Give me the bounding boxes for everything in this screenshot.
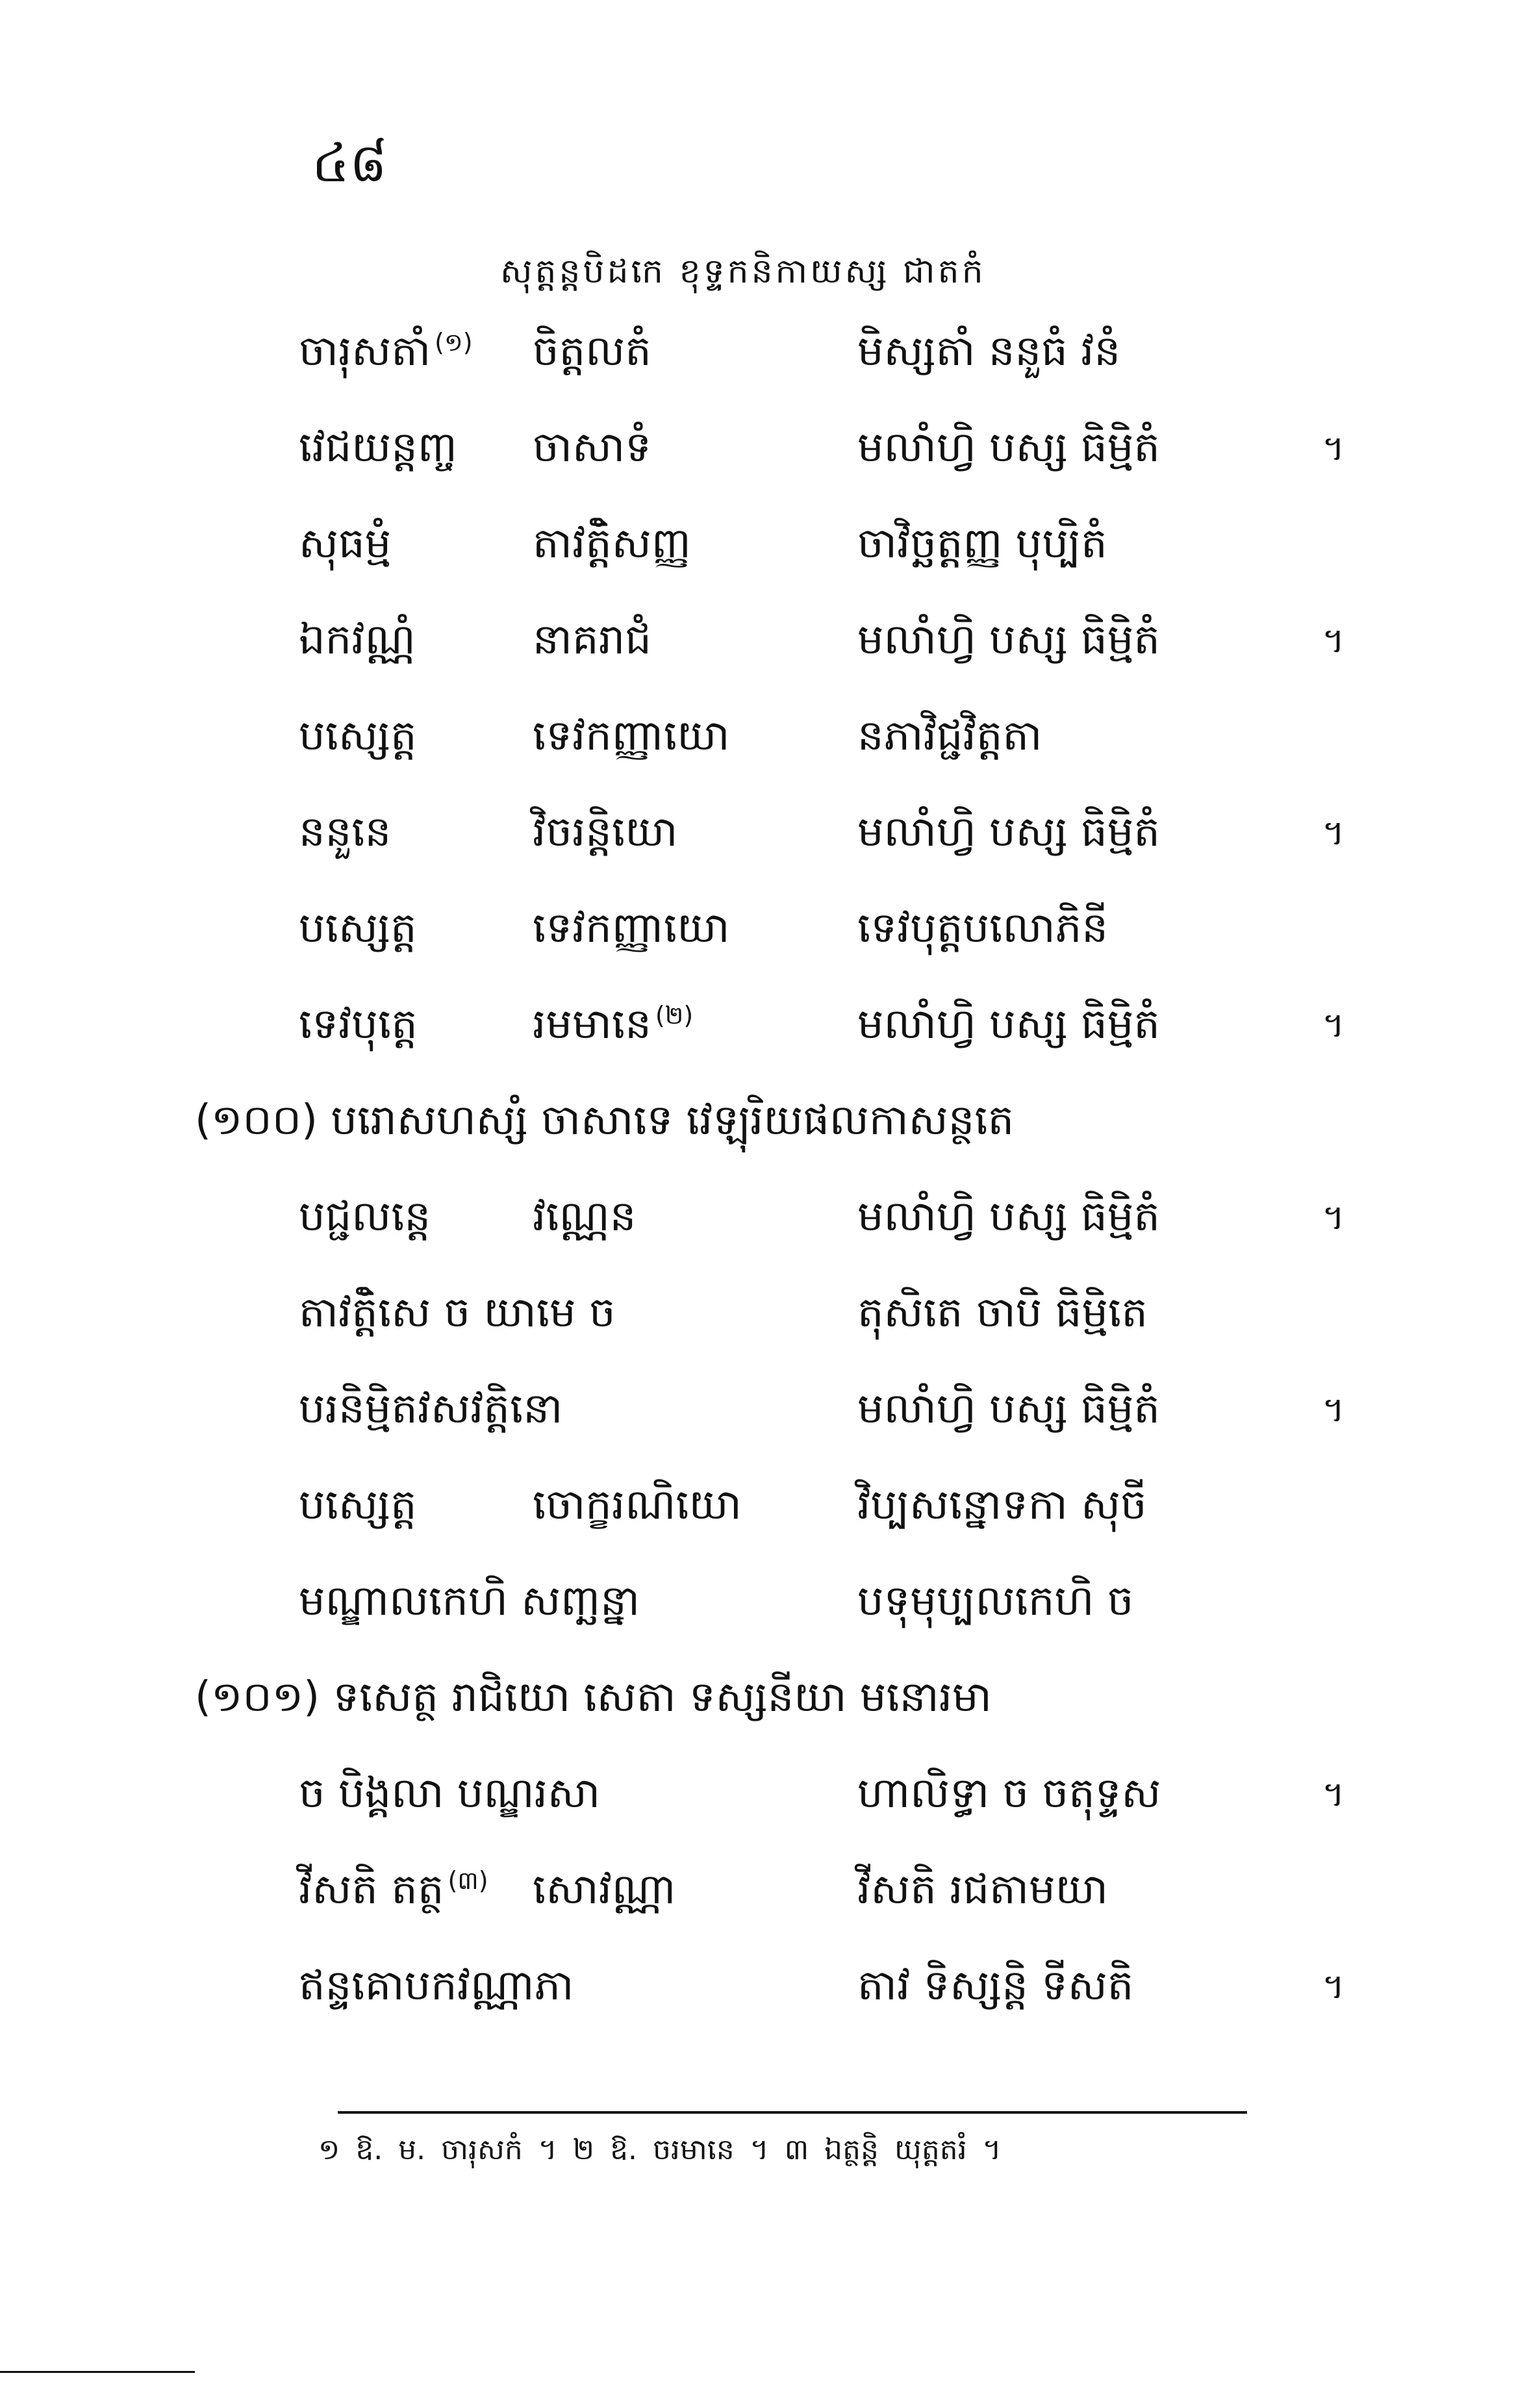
verse-second-half: ចាវិច្ឆត្តញ្ញ បុប្បិតំ: [857, 520, 1107, 568]
verse-first-half-b: [533, 805, 677, 867]
verse-line: [299, 805, 1344, 857]
verse-second-half: ហាលិទ្ធា ច ចតុទ្ទស: [857, 1769, 1161, 1818]
verse-word: ចាសាទំ: [533, 424, 651, 472]
verse-first-half: [299, 1959, 574, 2020]
verse-first-half-b: [533, 998, 693, 1059]
verse-word: ទេវបុត្តេ: [299, 1000, 418, 1048]
verse-second-half: មលាំហ្វិ បស្ស ធិម្មិតំ: [857, 808, 1160, 856]
verse-first-half: [299, 613, 416, 674]
verse-line: [299, 1575, 1273, 1627]
verse-second-half: មលាំហ្វិ បស្ស ធិម្មិតំ: [857, 1385, 1160, 1433]
verse-first-half: [299, 517, 391, 578]
verse-first-half-b: [533, 613, 651, 674]
verse-word: ឥន្ទគោបកវណ្ណាភា: [299, 1962, 574, 2010]
verse-word: ទេវកញ្ញាយោ: [533, 712, 730, 760]
verse-end-mark: ។: [1322, 622, 1344, 661]
verse-word: ចិត្តលតំ: [533, 327, 651, 375]
verse-first-half: [299, 1286, 616, 1347]
verse-first-half: [299, 1767, 600, 1828]
verse-line: [299, 1382, 1344, 1434]
verse-word: បស្សេត្ត: [299, 904, 417, 952]
verse-word: តាវត្តិំសេ ច យាមេ ច: [299, 1289, 616, 1337]
verse-first-half: [299, 1382, 562, 1443]
verse-first-half: [299, 1478, 417, 1539]
verse-line: [299, 421, 1344, 473]
verse-second-half: តុសិតេ ចាបិ ធិម្មិតេ: [857, 1289, 1148, 1337]
verse-second-half: ទេវបុត្តបលោភិនី: [857, 904, 1108, 952]
verse-line: [299, 325, 1273, 377]
verse-word: វីសតិ តត្ថ: [299, 1866, 444, 1914]
footnote-marker: (១): [435, 327, 473, 357]
verse-first-half: [299, 902, 417, 963]
footnote-marker: (២): [655, 1000, 694, 1030]
verse-line: [299, 1478, 1273, 1530]
footnotes: ១ ឱ. ម. ចារុសកំ ។ ២ ឱ. ចរមានេ ។ ៣ ឯត្ថន្តិ យុត្តតរំ ។: [318, 2133, 1002, 2166]
verse-end-mark: ។: [1322, 429, 1344, 468]
verse-end-mark: ។: [1322, 1006, 1344, 1045]
verse-word: បរនិម្មិតវសវត្តិនោ: [299, 1385, 563, 1433]
verse-first-half: [299, 1575, 640, 1636]
verse-second-half: នភាវិជ្ជវិត្តតា: [857, 712, 1042, 760]
verse-word: វណ្ណេន: [533, 1193, 637, 1241]
verse-first-half: [299, 1190, 431, 1251]
verse-first-half-b: [533, 325, 651, 386]
verse-first-half-b: [533, 709, 729, 770]
scan-edge-line: [0, 2371, 195, 2373]
verse-end-mark: ។: [1322, 1968, 1344, 2007]
verse-line: [299, 1190, 1344, 1242]
verse-first-half: [299, 805, 391, 867]
verse-word: បស្សេត្ត: [299, 712, 417, 760]
verse-word: ឯកវណ្ណំ: [299, 616, 416, 664]
verse-line: [299, 613, 1344, 665]
verse-second-half: មលាំហ្វិ បស្ស ធិម្មិតំ: [857, 424, 1160, 472]
stanza-line: (១០០) បរោសហស្សំ ចាសាទេ វេឡុរិយផលកាសន្ថតេ: [195, 1096, 1015, 1145]
verse-word: រមមានេ: [533, 1000, 651, 1048]
verse-word: ចារុសតាំ: [299, 327, 431, 375]
footnote-marker: (៣): [448, 1866, 488, 1895]
verse-word: ចោក្ខរណិយោ: [533, 1481, 742, 1529]
verse-first-half: [299, 421, 457, 482]
verse-second-half: មលាំហ្វិ បស្ស ធិម្មិតំ: [857, 616, 1160, 664]
verse-second-half: បទុមុប្បលកេហិ ច: [857, 1577, 1134, 1625]
verse-word: នាគរាជំ: [533, 616, 651, 664]
verse-line: [299, 998, 1344, 1050]
verse-word: ទេវកញ្ញាយោ: [533, 904, 730, 952]
verse-line: [299, 1286, 1273, 1338]
verse-word: សុធម្មំ: [299, 520, 392, 568]
verse-word: ច បិង្គលា បណ្ឌរសា: [299, 1769, 601, 1818]
verse-line: [299, 1863, 1273, 1915]
verse-line: [299, 709, 1273, 761]
verse-end-mark: ។: [1322, 1775, 1344, 1814]
stanza-line: (១០១) ទសេត្ថ រាជិយោ សេតា ទស្សនីយា មនោរមា: [195, 1673, 992, 1721]
verse-first-half-b: [533, 1478, 742, 1539]
verse-first-half: [299, 998, 418, 1059]
verse-word: បជ្ជលន្តេ: [299, 1193, 431, 1241]
page-number: ៤៨: [312, 133, 388, 194]
verse-word: ននួនេ: [299, 808, 392, 856]
verse-word: វេជយន្តញ្ច: [299, 424, 457, 472]
verse-end-mark: ។: [1322, 1198, 1344, 1237]
verse-second-half: មលាំហ្វិ បស្ស ធិម្មិតំ: [857, 1000, 1160, 1048]
verse-first-half-b: [533, 1863, 675, 1924]
verse-end-mark: ។: [1322, 1391, 1344, 1430]
verse-line: [299, 517, 1273, 569]
verse-first-half-b: [533, 1190, 636, 1251]
verse-first-half-b: [533, 902, 729, 963]
footnote-rule: [338, 2111, 1247, 2114]
verse-second-half: មលាំហ្វិ បស្ស ធិម្មិតំ: [857, 1193, 1160, 1241]
verse-first-half: [299, 709, 417, 770]
running-header: សុត្តន្តបិដកេ ខុទ្ទកនិកាយស្ស ជាតកំ: [500, 252, 986, 291]
verse-word: សោវណ្ណា: [533, 1866, 676, 1914]
verse-line: [299, 1767, 1344, 1819]
verse-first-half-b: [533, 517, 691, 578]
verse-word: មណ្ឌាលកេហិ សញ្ឆន្នា: [299, 1577, 640, 1625]
verse-end-mark: ។: [1322, 814, 1344, 853]
verse-word: តាវត្តិំសញ្ញ: [533, 520, 691, 568]
verse-first-half-b: [533, 421, 651, 482]
verse-first-half: [299, 325, 473, 386]
verse-line: [299, 1959, 1344, 2011]
verse-second-half: មិស្សតាំ ននួធំ វនំ: [857, 327, 1121, 375]
verse-word: បស្សេត្ត: [299, 1481, 417, 1529]
verse-word: វិចរន្តិយោ: [533, 808, 678, 856]
verse-second-half: វិប្បសន្នោទកា សុចី: [857, 1481, 1147, 1529]
verse-line: [299, 902, 1273, 954]
verse-second-half: វីសតិ រជតាមយា: [857, 1866, 1108, 1914]
verse-second-half: តាវ ទិស្សន្តិ ទីសតិ: [857, 1962, 1134, 2010]
verse-first-half: [299, 1863, 488, 1924]
